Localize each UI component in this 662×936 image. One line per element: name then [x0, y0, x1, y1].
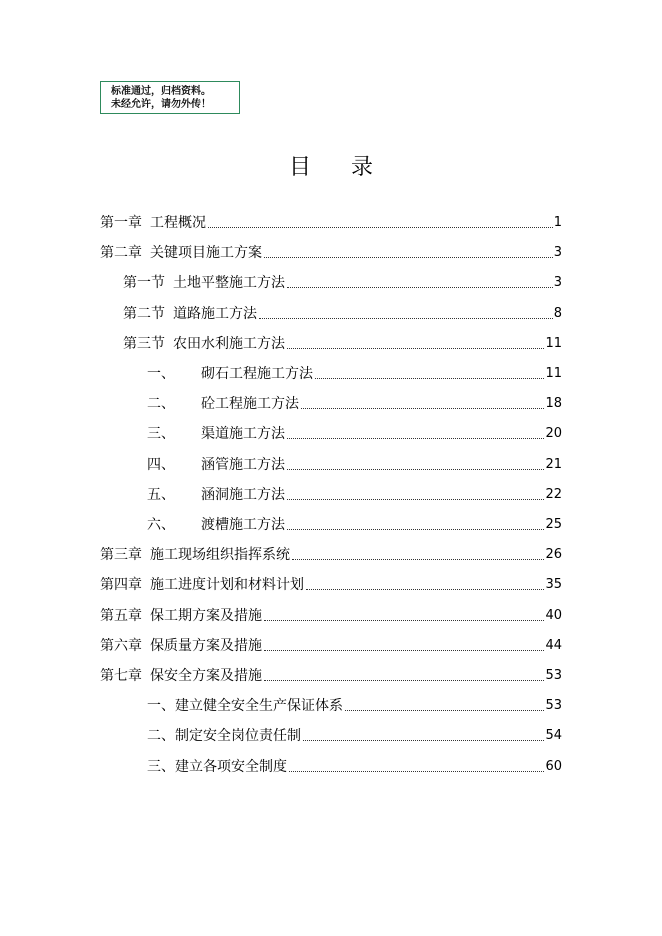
toc-entry-title: 渠道施工方法: [201, 426, 285, 443]
toc-entry-title: 砌石工程施工方法: [201, 366, 313, 382]
toc-entry[interactable]: [100, 600, 562, 624]
toc-dot-leader: [264, 649, 544, 651]
toc-entry-title: 工程概况: [150, 215, 206, 231]
toc-page-number: 11: [545, 335, 562, 351]
toc-entry[interactable]: [123, 298, 562, 322]
toc-dot-leader: [259, 317, 553, 319]
toc-entry[interactable]: [100, 207, 562, 231]
toc-dot-leader: [289, 770, 544, 772]
toc-page-number: 35: [545, 577, 562, 593]
toc-dot-leader: [301, 407, 544, 409]
toc-entry-number: 第四章: [100, 577, 142, 594]
archive-stamp: [100, 81, 240, 114]
toc-page-number: 21: [545, 456, 562, 472]
toc-dot-leader: [287, 528, 544, 530]
toc-entry[interactable]: [100, 630, 562, 654]
stamp-line-1: 标准通过，归档资料。: [111, 86, 211, 97]
stamp-line-2: 未经允许，请勿外传！: [111, 99, 211, 110]
toc-dot-leader: [287, 347, 544, 349]
toc-entry-title: 制定安全岗位责任制: [175, 728, 301, 745]
toc-dot-leader: [264, 619, 544, 621]
toc-entry-title: 保质量方案及措施: [150, 637, 262, 654]
toc-entry-number: 六、: [147, 517, 175, 533]
toc-entry[interactable]: [147, 690, 562, 714]
toc-entry[interactable]: [147, 509, 562, 533]
toc-page-number: 11: [545, 366, 562, 381]
toc-entry-title: 关键项目施工方案: [150, 245, 262, 262]
toc-entry-number: 一、: [147, 366, 175, 382]
toc-dot-leader: [315, 377, 544, 379]
toc-dot-leader: [303, 739, 544, 741]
toc-entry[interactable]: [147, 479, 562, 503]
toc-entry[interactable]: [147, 388, 562, 412]
toc-entry[interactable]: [123, 267, 562, 291]
toc-entry-title: 农田水利施工方法: [173, 335, 285, 352]
toc-entry-number: 一、: [147, 698, 175, 715]
toc-entry-number: 三、: [147, 426, 175, 443]
toc-entry-number: 第一节: [123, 275, 165, 292]
toc-entry-title: 道路施工方法: [173, 305, 257, 322]
toc-page-number: 53: [545, 668, 562, 683]
toc-entry-number: 五、: [147, 486, 175, 503]
toc-entry-number: 第三节: [123, 335, 165, 352]
toc-page-number: 20: [545, 426, 562, 442]
toc-entry[interactable]: [100, 569, 562, 593]
toc-page-number: 44: [545, 637, 562, 653]
toc-entry[interactable]: [147, 358, 562, 382]
toc-page-number: 26: [545, 547, 562, 563]
toc-entry-title: 建立各项安全制度: [175, 758, 287, 775]
toc-page-number: 18: [545, 396, 562, 412]
toc-entry[interactable]: [147, 751, 562, 775]
toc-entry-number: 第二章: [100, 245, 142, 262]
toc-entry-number: 第七章: [100, 668, 142, 684]
toc-entry-number: 第六章: [100, 637, 142, 654]
toc-entry-title: 涵管施工方法: [201, 456, 285, 473]
toc-page-number: 40: [545, 607, 562, 623]
toc-entry-number: 第一章: [100, 215, 142, 231]
toc-dot-leader: [287, 468, 544, 470]
toc-entry-number: 第三章: [100, 547, 142, 564]
toc-page-number: 25: [545, 517, 562, 532]
toc-entry-title: 涵洞施工方法: [201, 486, 285, 503]
toc-page-number: 22: [545, 486, 562, 502]
toc-page-number: 3: [553, 245, 562, 261]
toc-entry-number: 二、: [147, 396, 175, 413]
toc-page-number: 8: [553, 305, 562, 321]
toc-page-number: 54: [545, 728, 562, 744]
toc-page-number: 53: [545, 698, 562, 714]
toc-entry-title: 施工进度计划和材料计划: [150, 577, 304, 594]
toc-page-number: 1: [553, 215, 562, 230]
toc-entry-title: 建立健全安全生产保证体系: [175, 698, 343, 715]
toc-entry-title: 砼工程施工方法: [201, 396, 299, 413]
toc-dot-leader: [287, 498, 544, 500]
toc-entry[interactable]: [147, 449, 562, 473]
toc-dot-leader: [306, 588, 544, 590]
toc-entry-number: 四、: [147, 456, 175, 473]
toc-dot-leader: [287, 286, 553, 288]
toc-entry-title: 保安全方案及措施: [150, 668, 262, 684]
toc-dot-leader: [208, 226, 553, 228]
toc-entry[interactable]: [100, 237, 562, 261]
toc-entry-title: 土地平整施工方法: [173, 275, 285, 292]
toc-entry-title: 渡槽施工方法: [201, 517, 285, 533]
toc-entry[interactable]: [123, 328, 562, 352]
toc-entry[interactable]: [147, 720, 562, 744]
toc-entry-number: 第二节: [123, 305, 165, 322]
toc-dot-leader: [292, 558, 544, 560]
page-title: 目录: [288, 155, 413, 180]
toc-dot-leader: [287, 437, 544, 439]
toc-entry-number: 三、: [147, 758, 175, 775]
toc-dot-leader: [264, 679, 544, 681]
toc-page-number: 3: [553, 275, 562, 291]
toc-dot-leader: [264, 256, 553, 258]
toc-entry-number: 二、: [147, 728, 175, 745]
toc-entry[interactable]: [100, 539, 562, 563]
toc-dot-leader: [345, 709, 544, 711]
toc-page-number: 60: [545, 758, 562, 774]
toc-entry-title: 保工期方案及措施: [150, 607, 262, 624]
toc-entry[interactable]: [147, 418, 562, 442]
toc-entry-number: 第五章: [100, 607, 142, 624]
toc-entry[interactable]: [100, 660, 562, 684]
toc-entry-title: 施工现场组织指挥系统: [150, 547, 290, 564]
